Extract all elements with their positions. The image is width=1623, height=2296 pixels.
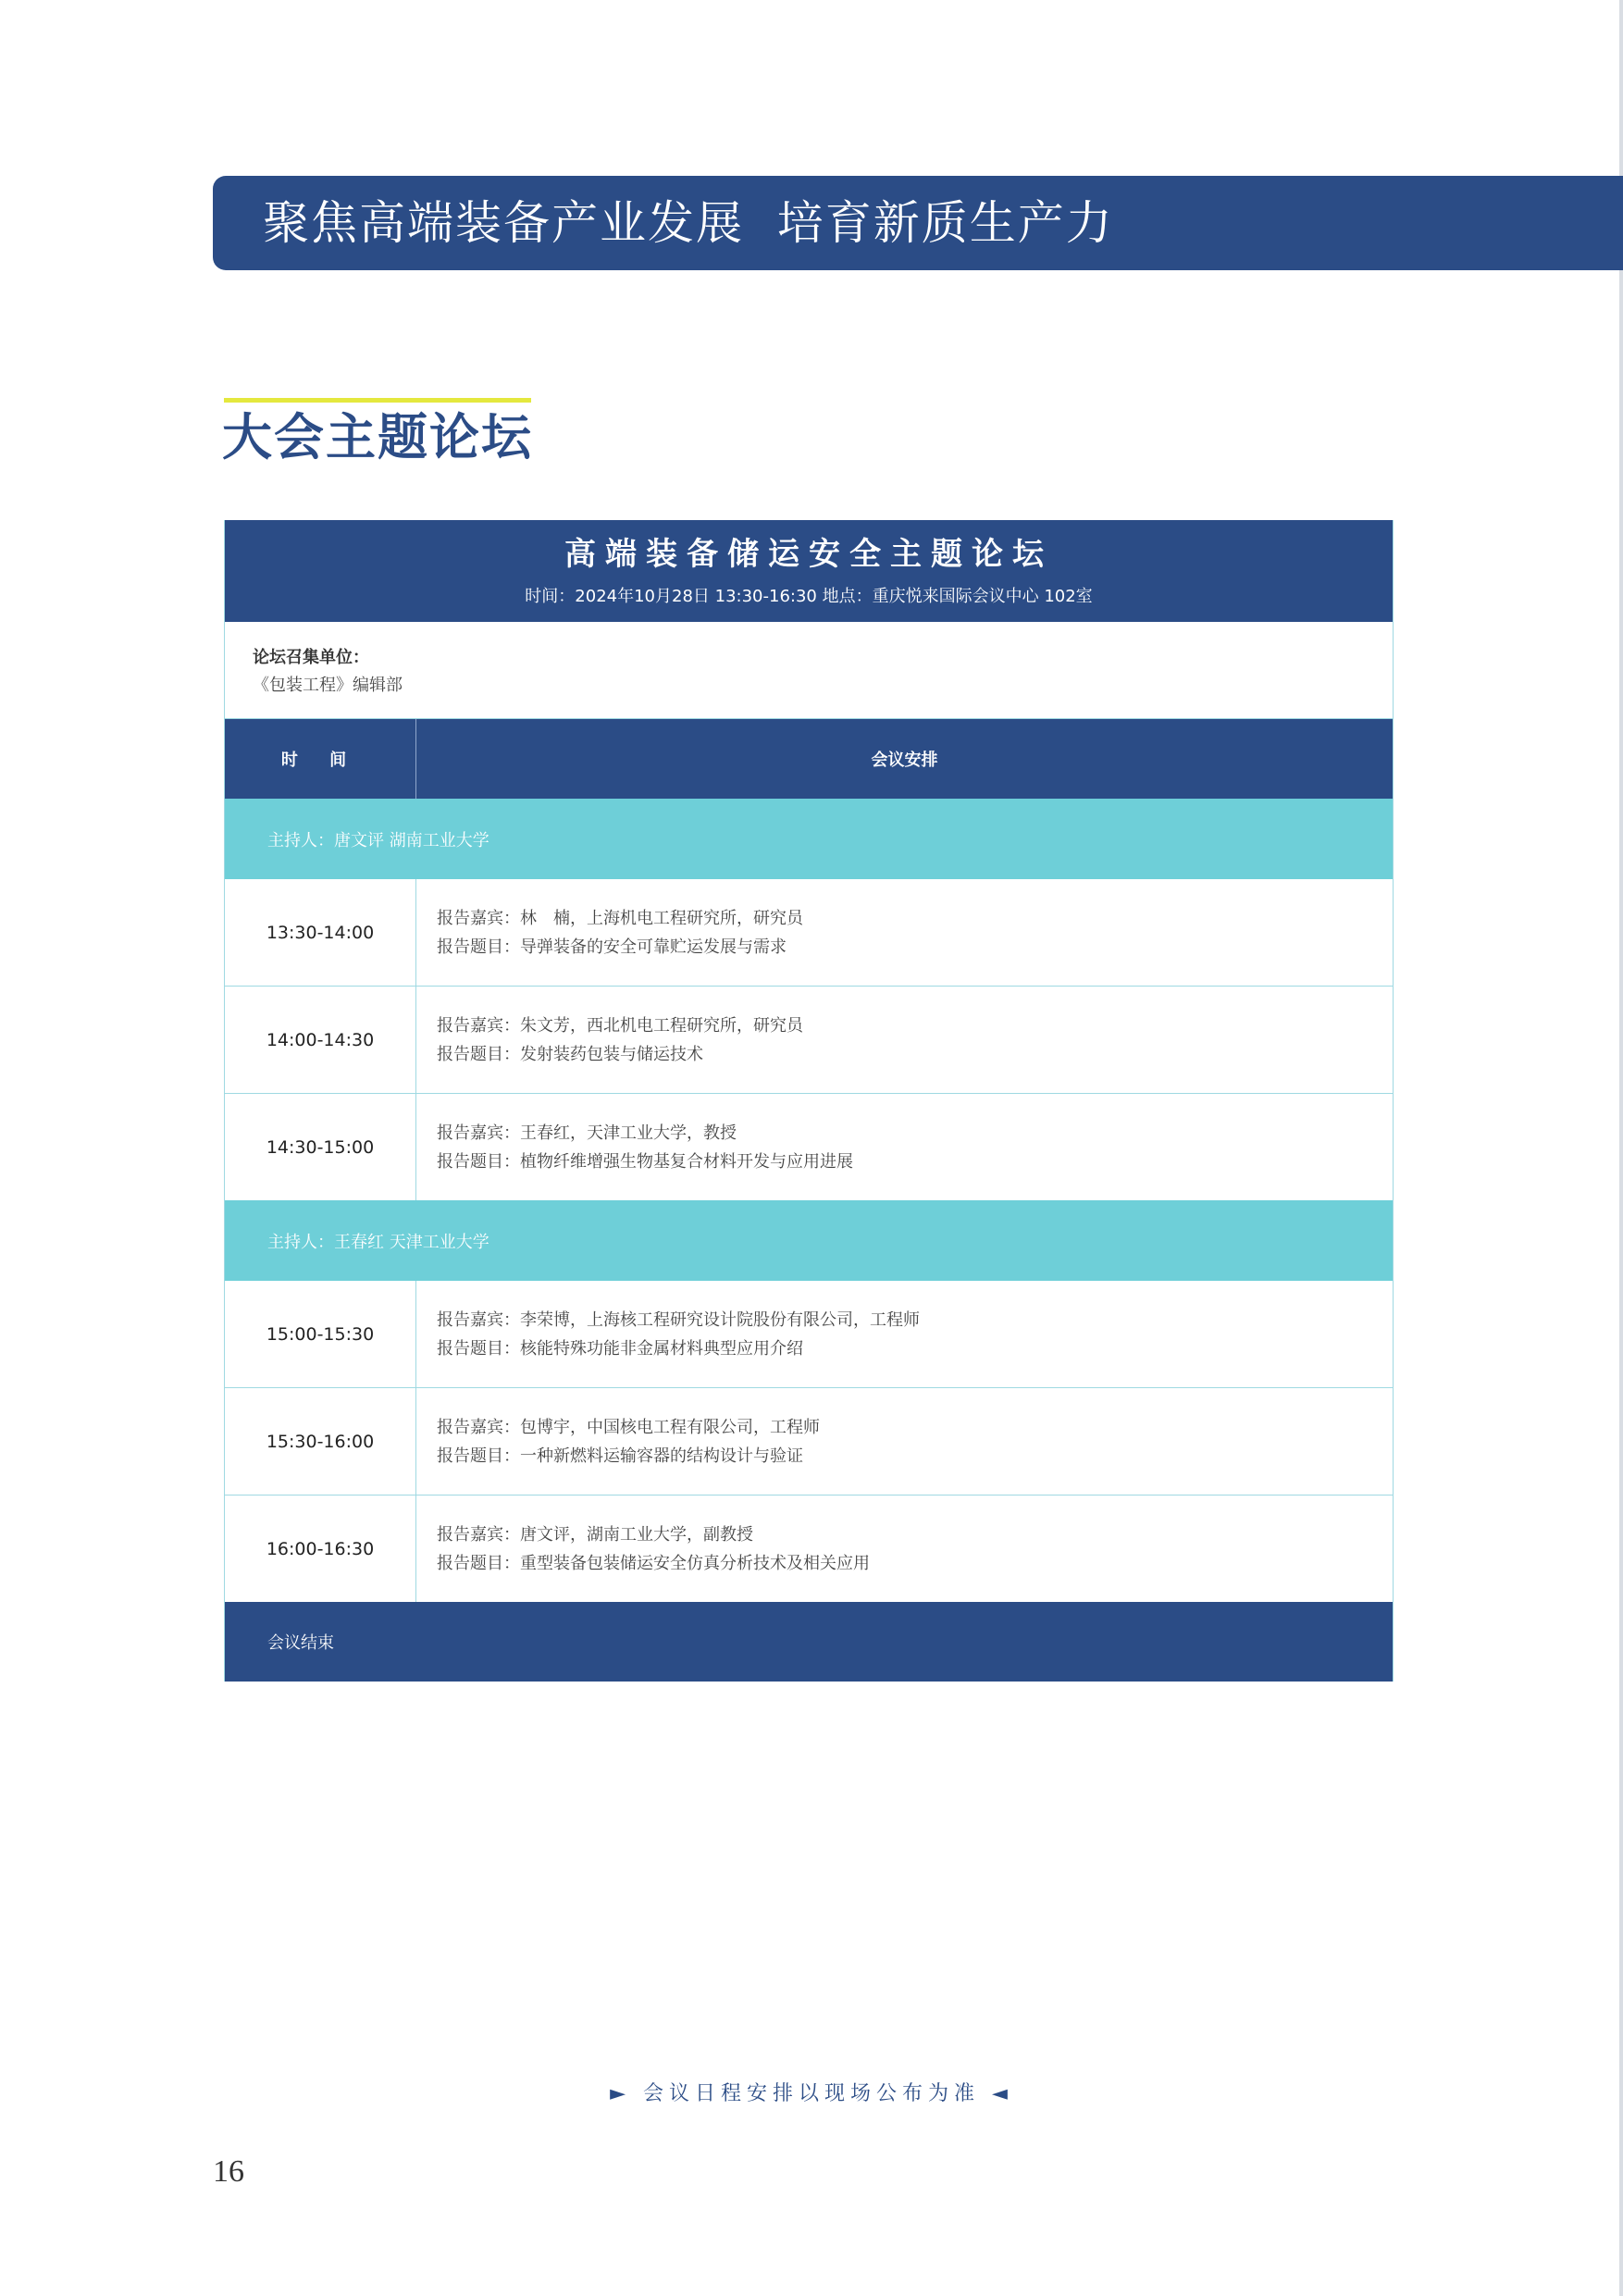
organizer-label: 论坛召集单位： — [253, 648, 369, 667]
slot-time: 14:30-15:00 — [225, 1094, 416, 1200]
slot-time: 16:00-16:30 — [225, 1496, 416, 1602]
slot-details — [416, 1281, 1393, 1387]
forum-schedule-table — [224, 520, 1394, 1682]
slot-topic: 报告题目：发射装药包装与储运技术 — [437, 1044, 703, 1064]
forum-title: 高端装备储运安全主题论坛 — [564, 536, 1053, 573]
section-title: 大会主题论坛 — [222, 408, 533, 466]
slot-topic: 报告题目：核能特殊功能非金属材料典型应用介绍 — [437, 1338, 803, 1359]
slot-speaker: 报告嘉宾：李荣博，上海核工程研究设计院股份有限公司，工程师 — [437, 1309, 920, 1330]
slot-topic: 报告题目：重型装备包装储运安全仿真分析技术及相关应用 — [437, 1553, 870, 1573]
column-header-row — [225, 719, 1393, 799]
section-title-rule — [224, 398, 531, 403]
closing-row: 会议结束 — [225, 1602, 1393, 1682]
slot-speaker: 报告嘉宾：唐文评，湖南工业大学，副教授 — [437, 1524, 753, 1545]
slot-topic: 报告题目：植物纤维增强生物基复合材料开发与应用进展 — [437, 1151, 853, 1172]
slot-details — [416, 1094, 1393, 1200]
host-row: 主持人：王春红 天津工业大学 — [225, 1200, 1393, 1281]
organizer-value: 《包装工程》编辑部 — [253, 676, 403, 695]
column-header-time: 时 间 — [225, 719, 416, 799]
header-banner — [213, 176, 1623, 270]
slot-time: 14:00-14:30 — [225, 987, 416, 1093]
forum-time-location: 时间：2024年10月28日 13:30-16:30 地点：重庆悦来国际会议中心 102室 — [525, 587, 1093, 606]
slot-speaker: 报告嘉宾：王春红，天津工业大学，教授 — [437, 1123, 737, 1143]
table-row — [225, 987, 1393, 1094]
column-header-agenda: 会议安排 — [871, 751, 938, 770]
table-row — [225, 1281, 1393, 1388]
table-row — [225, 1496, 1393, 1602]
table-row — [225, 1094, 1393, 1200]
host-row: 主持人：唐文评 湖南工业大学 — [225, 799, 1393, 879]
slot-speaker: 报告嘉宾：包博宇，中国核电工程有限公司，工程师 — [437, 1417, 820, 1437]
slot-time: 15:00-15:30 — [225, 1281, 416, 1387]
slot-details — [416, 1496, 1393, 1602]
slot-details — [416, 987, 1393, 1093]
forum-header — [225, 520, 1393, 622]
schedule-disclaimer: ► 会议日程安排以现场公布为准 ◄ — [610, 2082, 1013, 2105]
table-row — [225, 879, 1393, 987]
table-row — [225, 1388, 1393, 1496]
slot-time: 13:30-14:00 — [225, 879, 416, 986]
slot-details — [416, 1388, 1393, 1495]
page-number: 16 — [213, 2154, 244, 2189]
organizer-block — [225, 622, 1393, 719]
slot-speaker: 报告嘉宾：朱文芳，西北机电工程研究所，研究员 — [437, 1015, 803, 1036]
slot-topic: 报告题目：导弹装备的安全可靠贮运发展与需求 — [437, 937, 787, 957]
slot-details — [416, 879, 1393, 986]
slot-time: 15:30-16:00 — [225, 1388, 416, 1495]
banner-title: 聚焦高端装备产业发展 培育新质生产力 — [263, 196, 1114, 250]
page-edge — [1619, 0, 1623, 2296]
slot-speaker: 报告嘉宾：林 楠，上海机电工程研究所，研究员 — [437, 908, 803, 928]
slot-topic: 报告题目：一种新燃料运输容器的结构设计与验证 — [437, 1446, 803, 1466]
